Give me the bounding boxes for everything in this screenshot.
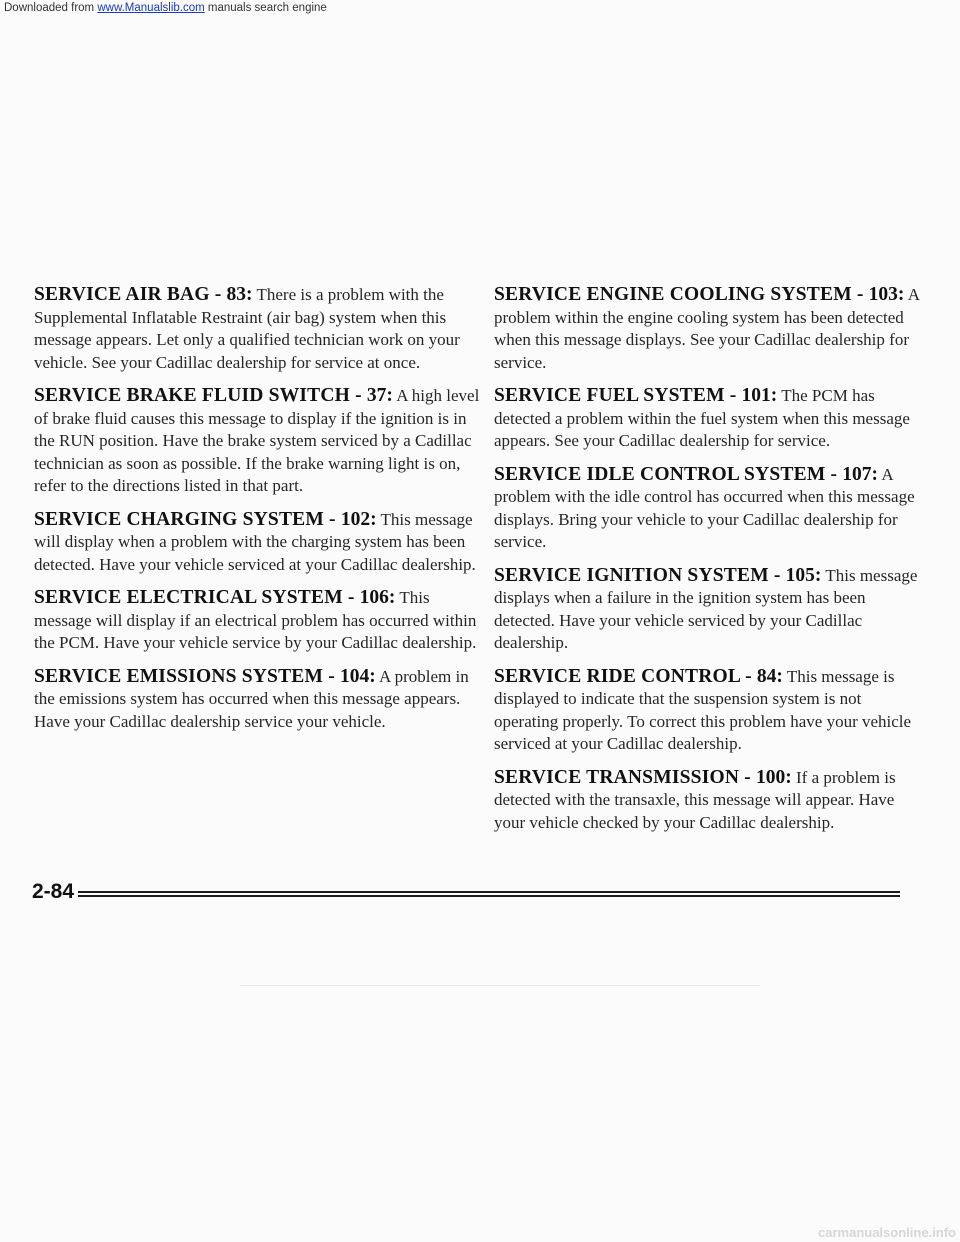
entry-heading: SERVICE BRAKE FLUID SWITCH - <box>34 385 367 406</box>
scan-artifact-line <box>240 985 760 986</box>
entry-heading: SERVICE IDLE CONTROL SYSTEM - <box>494 463 843 485</box>
entry-service-air-bag <box>34 284 489 374</box>
entry-body: There is a problem with the Supplemental Inflatable Restraint (air bag) system when this message appears. Let only a qualified technician work on your vehicle. See your Cadillac dealership for service at once. <box>34 285 460 372</box>
entry-code: 100: <box>756 766 792 788</box>
left-column <box>34 284 489 744</box>
manualslib-link[interactable]: www.Manualslib.com <box>97 2 205 14</box>
entry-code: 106: <box>359 587 396 608</box>
entry-code: 104: <box>339 665 376 687</box>
entry-service-fuel-system <box>494 385 924 453</box>
watermark-suffix: manuals search engine <box>204 2 327 14</box>
entry-code: 101: <box>741 385 778 406</box>
footer-rule <box>78 891 900 897</box>
entry-heading: SERVICE ENGINE COOLING SYSTEM - <box>494 284 869 305</box>
entry-body: A problem within the engine cooling system has been detected when this message displays. See your Cadillac dealership for service. <box>494 285 920 372</box>
page-footer <box>32 880 912 904</box>
entry-code: 83: <box>226 284 253 305</box>
entry-code: 102: <box>340 508 377 530</box>
entry-service-idle-control-system <box>494 464 924 554</box>
entry-body: The PCM has detected a problem within the fuel system when this message appears. See your Cadillac dealership for service. <box>494 386 910 450</box>
entry-body: A high level of brake fluid causes this message to display if the ignition is in the RUN position. Have the brake system serviced by a Cadillac technician as soon as possible. If the brake warning light is on, refer to the directions listed in that part. <box>34 386 480 495</box>
site-watermark: carmanualsonline.info <box>818 1225 956 1240</box>
entry-service-ignition-system <box>494 565 924 655</box>
entry-service-engine-cooling-system <box>494 284 924 374</box>
entry-body: A problem with the idle control has occurred when this message displays. Bring your vehicle to your Cadillac dealership for service. <box>494 464 915 551</box>
entry-code: 107: <box>842 463 879 485</box>
entry-heading: SERVICE EMISSIONS SYSTEM - <box>34 665 340 687</box>
entry-heading: SERVICE AIR BAG - <box>34 284 227 305</box>
download-watermark <box>0 0 331 16</box>
entry-service-transmission <box>494 767 924 835</box>
watermark-prefix: Downloaded from <box>4 2 98 14</box>
entry-heading: SERVICE CHARGING SYSTEM - <box>34 508 341 530</box>
entry-heading: SERVICE TRANSMISSION - <box>494 766 756 788</box>
entry-code: 84: <box>756 665 783 687</box>
entry-body: This message displays when a failure in the ignition system has been detected. Have your vehicle serviced by your Cadillac dealership. <box>494 565 918 652</box>
entry-body: A problem in the emissions system has occurred when this message appears. Have your Cadillac dealership service your vehicle. <box>34 666 469 731</box>
entry-code: 105: <box>785 564 822 586</box>
entry-heading: SERVICE RIDE CONTROL - <box>494 665 757 687</box>
entry-body: This message will display if an electrical problem has occurred within the PCM. Have your vehicle service by your Cadillac dealership. <box>34 588 477 652</box>
entry-body: This message will display when a problem with the charging system has been detected. Have your vehicle serviced at your Cadillac dealership. <box>34 509 476 574</box>
entry-service-brake-fluid-switch <box>34 385 489 498</box>
entry-code: 37: <box>366 385 393 406</box>
entry-service-ride-control <box>494 666 924 756</box>
entry-service-emissions-system <box>34 666 489 734</box>
right-column <box>494 284 924 845</box>
entry-service-electrical-system <box>34 587 489 655</box>
entry-body: This message is displayed to indicate that the suspension system is not operating properly. To correct this problem have your vehicle serviced at your Cadillac dealership. <box>494 666 912 753</box>
entry-heading: SERVICE IGNITION SYSTEM - <box>494 564 786 586</box>
entry-service-charging-system <box>34 509 489 577</box>
entry-heading: SERVICE FUEL SYSTEM - <box>494 385 742 406</box>
entry-heading: SERVICE ELECTRICAL SYSTEM - <box>34 587 360 608</box>
entry-code: 103: <box>868 284 905 305</box>
page-number: 2-84 <box>32 880 75 903</box>
entry-body: If a problem is detected with the transaxle, this message will appear. Have your vehicle checked by your Cadillac dealership. <box>494 767 896 832</box>
